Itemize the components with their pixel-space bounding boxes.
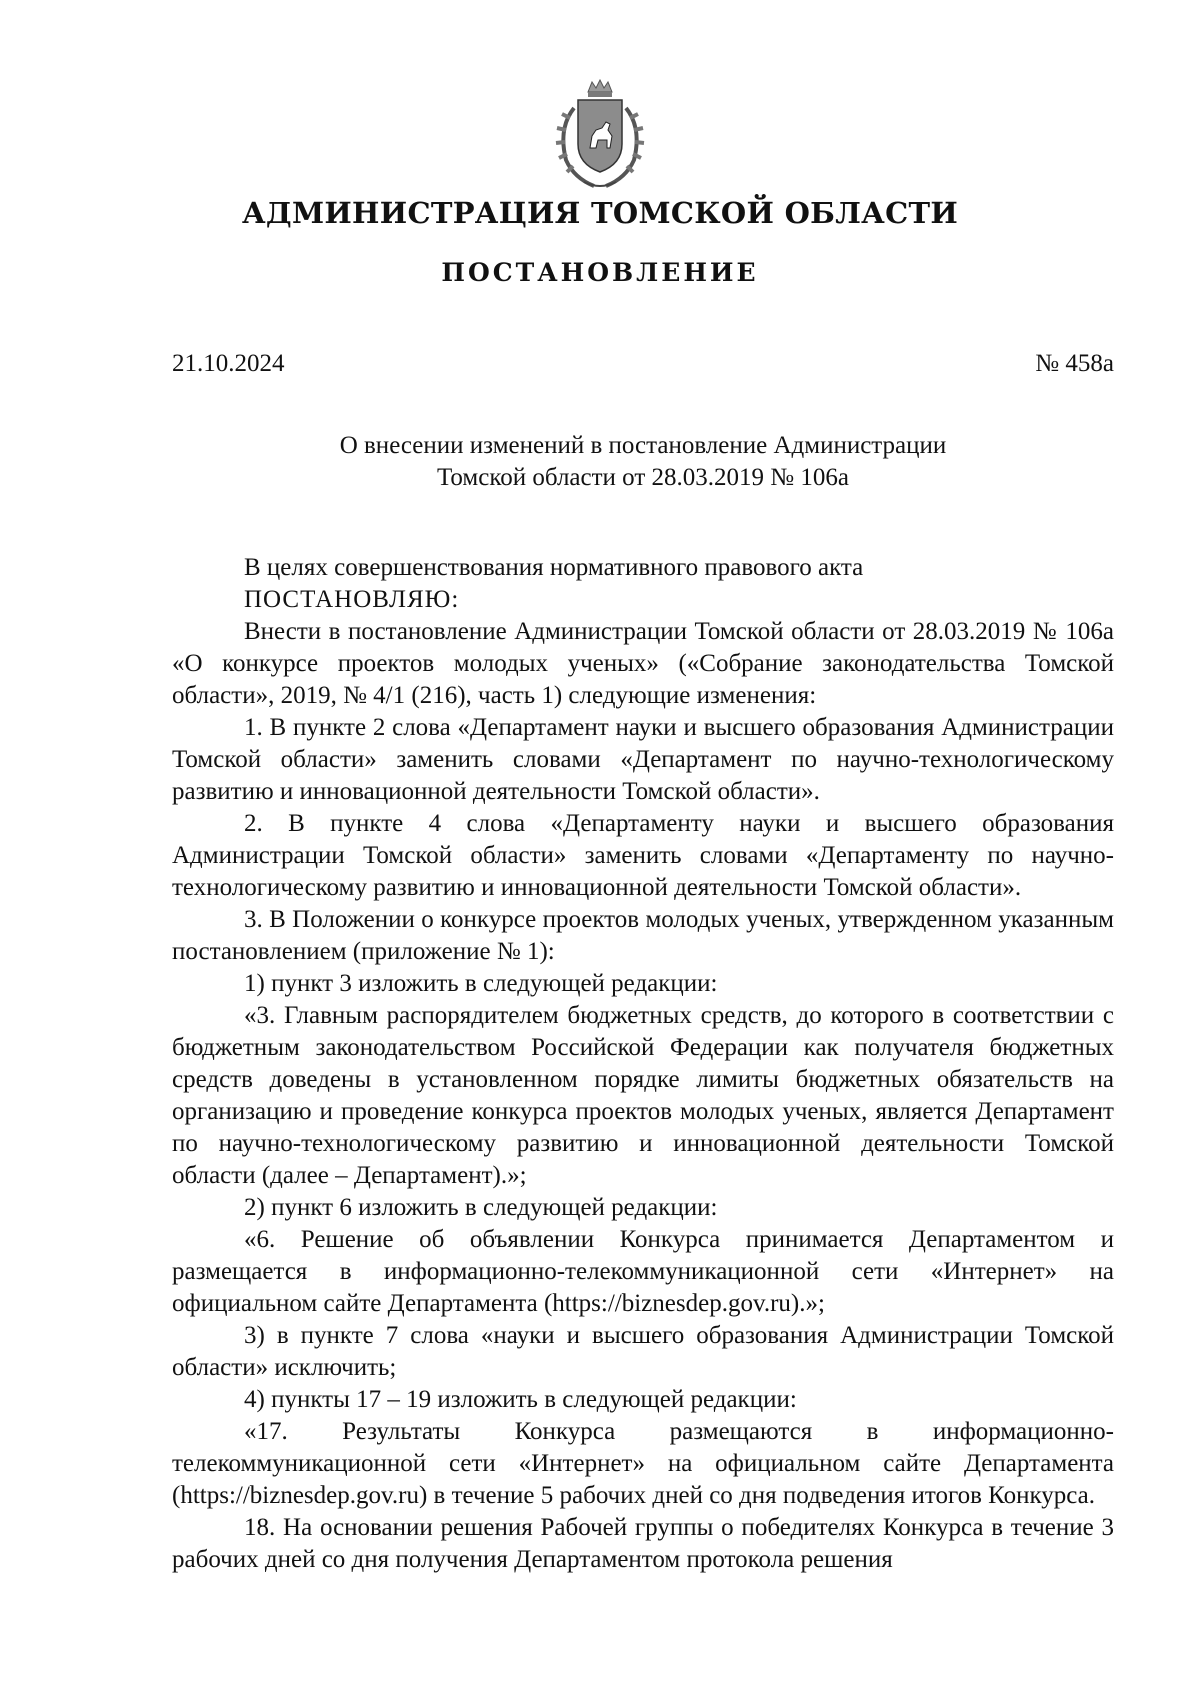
document-type: ПОСТАНОВЛЕНИЕ: [441, 258, 759, 287]
organization-title: АДМИНИСТРАЦИЯ ТОМСКОЙ ОБЛАСТИ: [241, 196, 959, 230]
subject-line: О внесении изменений в постановление Администрации: [339, 432, 947, 459]
body-paragraph: 4) пункты 17 – 19 изложить в следующей редакции:: [244, 1386, 797, 1413]
body-paragraph: 2. В пункте 4 слова «Департаменту науки и высшего образования Администрации Томской области» заменить словами «Департаменту по научно-технологическому развитию и инновационной деятельности Томской области».: [172, 810, 1114, 901]
document-subject: [172, 430, 1114, 494]
document-meta: [172, 350, 1114, 378]
document-number: № 458а: [1035, 350, 1114, 377]
document-body: [172, 552, 1114, 1576]
body-paragraph: «3. Главным распорядителем бюджетных средств, до которого в соответствии с бюджетным законодательством Российской Федерации как получателя бюджетных средств доведены в установленном порядке лимиты бюджетных обязательств на организацию и проведение конкурса проектов молодых ученых, является Департамент по научно-технологическому развитию и инновационной деятельности Томской области (далее – Департамент).»;: [172, 1002, 1114, 1189]
document-date: 21.10.2024: [172, 350, 285, 377]
body-paragraph: Внести в постановление Администрации Томской области от 28.03.2019 № 106а «О конкурсе проектов молодых ученых» («Собрание законодательства Томской области», 2019, № 4/1 (216), часть 1) следующие изменения:: [172, 618, 1114, 709]
body-paragraph: 3. В Положении о конкурсе проектов молодых ученых, утвержденном указанным постановлением (приложение № 1):: [172, 906, 1114, 965]
decree-word: ПОСТАНОВЛЯЮ:: [244, 586, 460, 613]
body-paragraph: 1) пункт 3 изложить в следующей редакции:: [244, 970, 718, 997]
body-paragraph: 3) в пункте 7 слова «науки и высшего образования Администрации Томской области» исключить;: [172, 1322, 1114, 1381]
body-paragraph: В целях совершенствования нормативного правового акта: [244, 554, 864, 581]
subject-line: Томской области от 28.03.2019 № 106а: [437, 464, 849, 491]
body-paragraph: 2) пункт 6 изложить в следующей редакции:: [244, 1194, 718, 1221]
coat-of-arms-icon: [540, 78, 660, 192]
body-paragraph: 18. На основании решения Рабочей группы о победителях Конкурса в течение 3 рабочих дней со дня получения Департаментом протокола решения: [172, 1514, 1114, 1573]
body-paragraph: «6. Решение об объявлении Конкурса принимается Департаментом и размещается в информационно-телекоммуникационной сети «Интернет» на официальном сайте Департамента (https://biznesdep.gov.ru).»;: [172, 1226, 1114, 1317]
body-paragraph: «17. Результаты Конкурса размещаются в информационно-телекоммуникационной сети «Интернет» на официальном сайте Департамента (https://biznesdep.gov.ru) в течение 5 рабочих дней со дня подведения итогов Конкурса.: [172, 1418, 1114, 1509]
body-paragraph: 1. В пункте 2 слова «Департамент науки и высшего образования Администрации Томской области» заменить словами «Департамент по научно-технологическому развитию и инновационной деятельности Томской области».: [172, 714, 1114, 805]
